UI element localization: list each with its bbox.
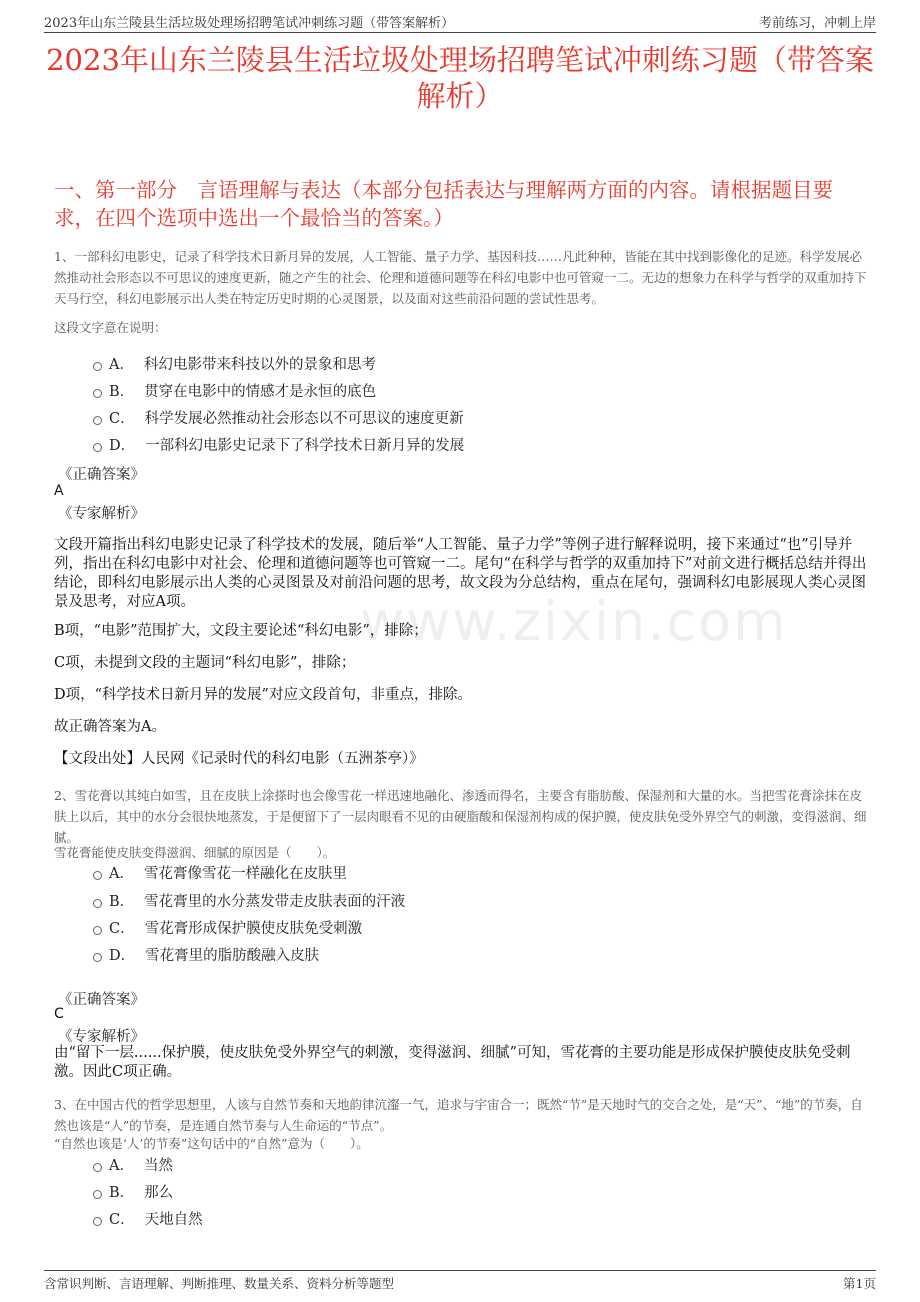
watermark: www.zixin.com (360, 590, 788, 653)
radio-icon[interactable] (93, 1163, 102, 1172)
radio-icon[interactable] (93, 871, 102, 880)
q2-option-b[interactable]: B． 雪花膏里的水分蒸发带走皮肤表面的汗液 (93, 889, 405, 911)
q1-analysis-main: 文段开篇指出科幻电影史记录了科学技术的发展，随后举“人工智能、量子力学”等例子进行解释说明，接下来通过“也”引导并列，指出在科幻电影中对社会、伦理和道德问题等也可管窥一二。尾句“在科学与哲学的双重加持下”对前文进行概括总结并得出结论，即科幻电影展示出人类的心灵图景及对前沿问题的思考，故文段为分总结构，重点在尾句，强调科幻电影展现人类心灵图景及思考，对应A项。 (54, 537, 867, 610)
q3-option-a[interactable]: A． 当然 (93, 1153, 173, 1175)
q3-ask: “自然也该是‘人’的节奏”这句话中的“自然”意为（ ）。 (54, 1136, 369, 1151)
radio-icon[interactable] (93, 443, 102, 452)
page-header (44, 10, 876, 33)
radio-icon[interactable] (93, 416, 102, 425)
radio-icon[interactable] (93, 1190, 102, 1199)
q1-option-a[interactable]: A． 科幻电影带来科技以外的景象和思考 (93, 352, 376, 374)
q2-option-d[interactable]: D． 雪花膏里的脂肪酸融入皮肤 (93, 943, 319, 965)
q2-analysis-label: 《专家解析》 (58, 1029, 145, 1045)
q2-answer: C (54, 1006, 64, 1022)
q1-option-c[interactable]: C． 科学发展必然推动社会形态以不可思议的速度更新 (93, 406, 464, 428)
section-heading: 一、第一部分 言语理解与表达（本部分包括表达与理解两方面的内容。请根据题目要求，在四个选项中选出一个最恰当的答案。） (54, 178, 833, 230)
q2-option-a[interactable]: A． 雪花膏像雪花一样融化在皮肤里 (93, 861, 347, 883)
q3-stem: 3、在中国古代的哲学思想里，人该与自然节奏和天地韵律沆瀣一气，追求与宇宙合一；既然“节”是天地时气的交合之处，是“天”、“地”的节奏，自然也该是“人”的节奏，是连通自然节奏与人生命运的“节点”。 (54, 1097, 863, 1133)
radio-icon[interactable] (93, 953, 102, 962)
q2-analysis: 由“留下一层......保护膜，使皮肤免受外界空气的刺激，变得滋润、细腻”可知，雪花膏的主要功能是形成保护膜使皮肤免受刺激。因此C项正确。 (54, 1045, 851, 1080)
q1-analysis-d: D项，“科学技术日新月异的发展”对应文段首句，非重点，排除。 (54, 687, 472, 703)
radio-icon[interactable] (93, 389, 102, 398)
q1-stem: 1、一部科幻电影史，记录了科学技术日新月异的发展，人工智能、量子力学、基因科技……凡此种种，皆能在其中找到影像化的足迹。科学发展必然推动社会形态以不可思议的速度更新，随之产生的社会、伦理和道德问题等在科幻电影中也可管窥一二。无边的想象力在科学与哲学的双重加持下天马行空，科幻电影展示出人类在特定历史时期的心灵图景，以及面对这些前沿问题的尝试性思考。 (54, 249, 867, 306)
q1-analysis-label: 《专家解析》 (58, 506, 145, 522)
q1-analysis-c: C项，未提到文段的主题词“科幻电影”，排除； (54, 655, 356, 671)
header-doc-title: 2023年山东兰陵县生活垃圾处理场招聘笔试冲刺练习题（带答案解析） (44, 16, 455, 31)
q2-option-c[interactable]: C． 雪花膏形成保护膜使皮肤免受刺激 (93, 916, 362, 938)
q2-ask: 雪花膏能使皮肤变得滋润、细腻的原因是（ ）。 (54, 845, 336, 860)
q1-conclusion: 故正确答案为A。 (54, 719, 166, 735)
q1-answer-label: 《正确答案》 (58, 467, 145, 483)
footer-topics: 含常识判断、言语理解、判断推理、数量关系、资料分析等题型 (44, 1276, 395, 1291)
radio-icon[interactable] (93, 926, 102, 935)
page-footer (44, 1270, 876, 1293)
q2-answer-label: 《正确答案》 (58, 992, 145, 1008)
radio-icon[interactable] (93, 362, 102, 371)
q3-option-c[interactable]: C． 天地自然 (93, 1207, 203, 1229)
q1-ask: 这段文字意在说明： (54, 320, 167, 335)
q1-option-b[interactable]: B． 贯穿在电影中的情感才是永恒的底色 (93, 379, 376, 401)
header-slogan: 考前练习，冲刺上岸 (758, 16, 876, 31)
q1-source: 【文段出处】人民网《记录时代的科幻电影（五洲茶亭）》 (54, 751, 424, 767)
radio-icon[interactable] (93, 899, 102, 908)
page-number: 第1页 (843, 1276, 876, 1291)
document-title: 2023年山东兰陵县生活垃圾处理场招聘笔试冲刺练习题（带答案解析） (46, 43, 874, 113)
q2-stem: 2、雪花膏以其纯白如雪，且在皮肤上涂搽时也会像雪花一样迅速地融化、渗透而得名，主要含有脂肪酸、保湿剂和大量的水。当把雪花膏涂抹在皮肤上以后，其中的水分会很快地蒸发，于是便留下了一层肉眼看不见的由硬脂酸和保湿剂构成的保护膜，使皮肤免受外界空气的刺激，变得滋润、细腻。 (54, 788, 867, 845)
q1-option-d[interactable]: D． 一部科幻电影史记录下了科学技术日新月异的发展 (93, 433, 464, 455)
q1-analysis-b: B项，“电影”范围扩大，文段主要论述“科幻电影”，排除； (54, 623, 428, 639)
radio-icon[interactable] (93, 1217, 102, 1226)
q3-option-b[interactable]: B． 那么 (93, 1180, 173, 1202)
q1-answer: A (54, 483, 64, 499)
